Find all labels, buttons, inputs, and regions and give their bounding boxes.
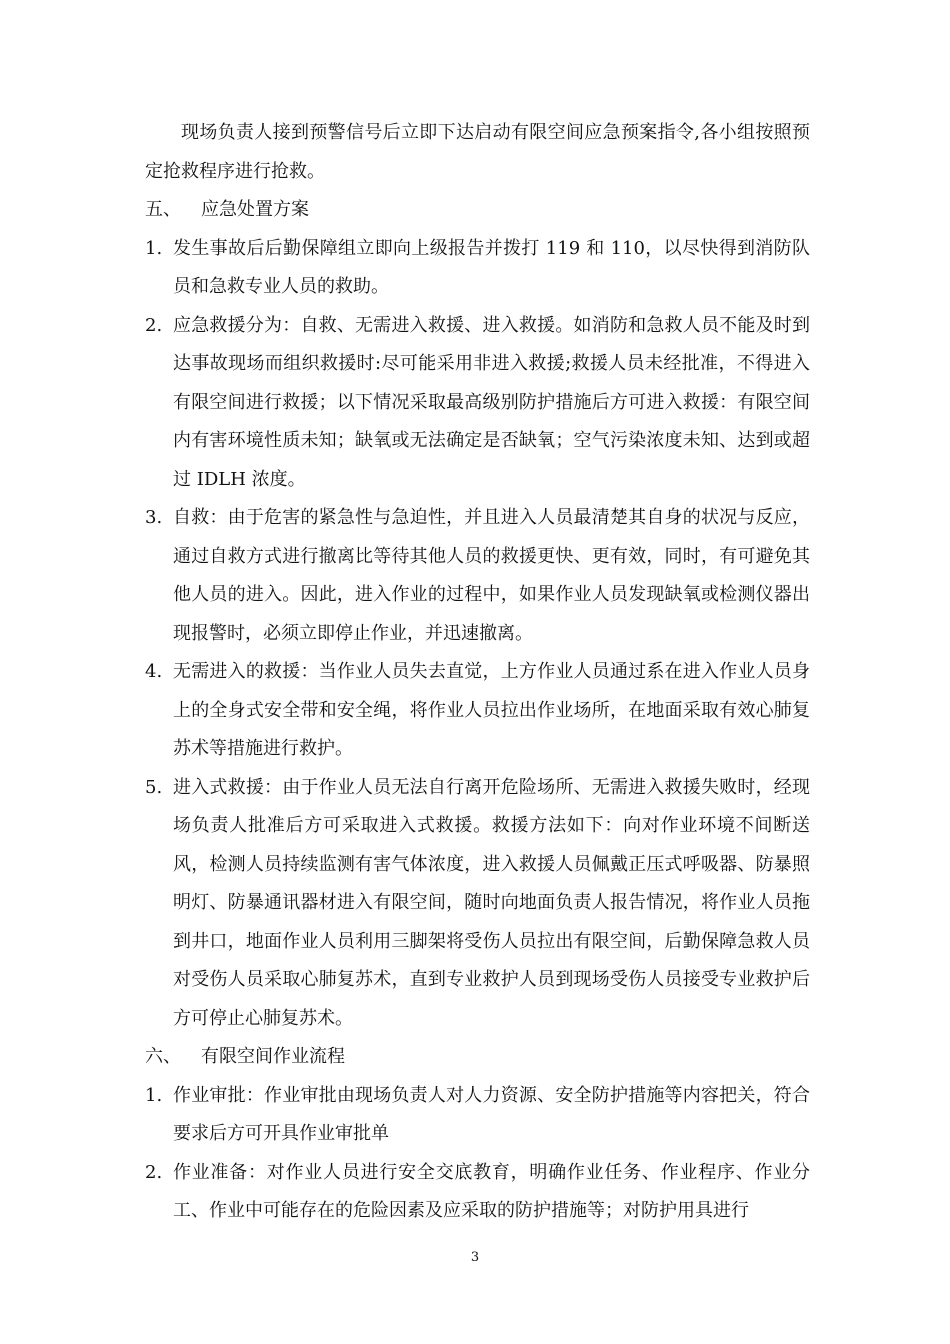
item-text: 无需进入的救援：当作业人员失去直觉，上方作业人员通过系在进入作业人员身上的全身式安全带和安全绳，将作业人员拉出作业场所，在地面采取有效心肺复苏术等措施进行救护。 [173, 661, 810, 759]
item-text: 进入式救援：由于作业人员无法自行离开危险场所、无需进入救援失败时，经现场负责人批准后方可采取进入式救援。救援方法如下：向对作业环境不间断送风，检测人员持续监测有害气体浓度，进入救援人员佩戴正压式呼吸器、防暴照明灯、防暴通讯器材进入有限空间，随时向地面负责人报告情况，将作业人员拖到井口，地面作业人员利用三脚架将受伤人员拉出有限空间，后勤保障急救人员对受伤人员采取心肺复苏术，直到专业救护人员到现场受伤人员接受专业救护后方可停止心肺复苏术。 [173, 776, 810, 1029]
item-number: 1. [145, 237, 163, 259]
item-number: 2. [145, 1161, 163, 1183]
section-heading-6 [145, 1038, 810, 1077]
item-text: 发生事故后后勤保障组立即向上级报告并拨打 119 和 110，以尽快得到消防队员和急救专业人员的救助。 [173, 237, 810, 297]
list-item [145, 230, 810, 307]
page-body [145, 114, 810, 1231]
section-number: 六、 [145, 1046, 181, 1067]
page-number: 3 [470, 1250, 480, 1265]
list-item [145, 769, 810, 1039]
item-text: 自救：由于危害的紧急性与急迫性，并且进入人员最清楚其自身的状况与反应，通过自救方式进行撤离比等待其他人员的救援更快、更有效，同时，有可避免其他人员的进入。因此，进入作业的过程中，如果作业人员发现缺氧或检测仪器出现报警时，必须立即停止作业，并迅速撤离。 [173, 507, 810, 644]
item-number: 4. [145, 661, 163, 682]
list-item [145, 1154, 810, 1231]
item-text: 作业审批：作业审批由现场负责人对人力资源、安全防护措施等内容把关，符合要求后方可开具作业审批单 [173, 1084, 810, 1144]
item-text: 应急救援分为：自救、无需进入救援、进入救援。如消防和急救人员不能及时到达事故现场而组织救援时:尽可能采用非进入救援;救援人员未经批准，不得进入有限空间进行救援；以下情况采取最高级别防护措施后方可进入救援：有限空间内有害环境性质未知；缺氧或无法确定是否缺氧；空气污染浓度未知、达到或超过 IDLH 浓度。 [173, 314, 810, 490]
item-number: 3. [145, 507, 163, 528]
list-item [145, 307, 810, 500]
item-text: 作业准备：对作业人员进行安全交底教育，明确作业任务、作业程序、作业分工、作业中可能存在的危险因素及应采取的防护措施等；对防护用具进行 [173, 1161, 810, 1221]
list-item [145, 653, 810, 769]
item-number: 1. [145, 1084, 163, 1106]
section-number: 五、 [145, 199, 181, 220]
intro-paragraph: 现场负责人接到预警信号后立即下达启动有限空间应急预案指令,各小组按照预定抢救程序进行抢救。 [145, 122, 810, 182]
section-title: 有限空间作业流程 [201, 1046, 345, 1067]
item-number: 2. [145, 314, 163, 336]
list-item [145, 499, 810, 653]
item-number: 5. [145, 776, 163, 798]
section-heading-5 [145, 191, 810, 230]
section-title: 应急处置方案 [201, 199, 309, 220]
list-item [145, 1077, 810, 1154]
